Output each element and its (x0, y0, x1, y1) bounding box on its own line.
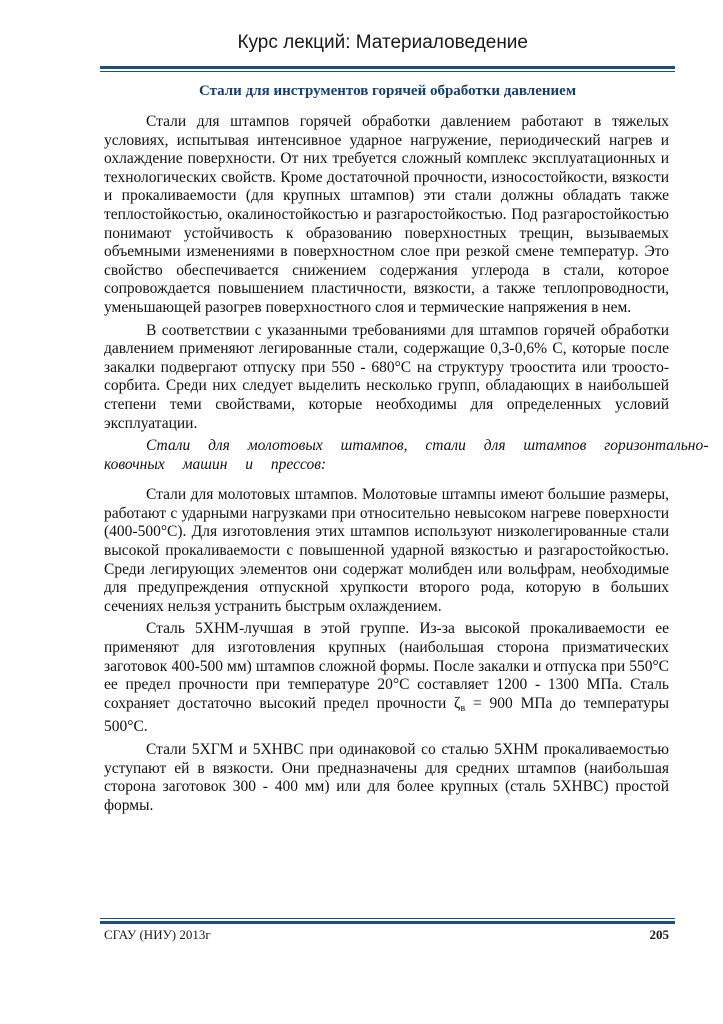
body-text (104, 113, 709, 819)
section-title: Стали для инструментов горячей обработки давлением (198, 83, 577, 99)
header-rule-thin (100, 71, 675, 72)
header-rule (100, 66, 675, 69)
subscript: в (460, 702, 466, 714)
footer-institution: СГАУ (НИУ) 2013г (104, 927, 211, 942)
paragraph: В соответствии с указанными требованиями для штампов горячей обработки давлением применяют легированные стали, содержащие 0,3-0,6% С, которые после закалки подвергают отпуску при 550 - 680°С на структуру троостита или троосто-сорбита. Среди них следует выделить несколько групп, обладающих в наибольшей степени теми свойствами, которые необходимы для определенных условий эксплуатации. (104, 321, 669, 432)
page-number: 205 (649, 927, 669, 942)
paragraph: Стали 5ХГМ и 5ХНВС при одинаковой со сталью 5ХНМ прокаливаемостью уступают ей в вязкости. Они предназначены для средних штампов (наибольшая сторона заготовок 300 - 400 мм) или для более крупных (сталь 5ХНВС) простой формы. (104, 741, 669, 814)
paragraph: Стали для молотовых штампов. Молотовые штампы имеют большие размеры, работают с ударными нагрузками при относительно невысоком нагреве поверхности (400-500°С). Для изготовления этих штампов используют низколегированные стали высокой прокаливаемости с повышенной ударной вязкостью и разгаростойкостью. Среди легирующих элементов они содержат молибден или вольфрам, необходимые для предупреждения отпускной хрупкости второго рода, которую в больших сечениях нельзя устранить быстрым охлаждением. (104, 486, 669, 615)
footer-rule (100, 921, 675, 924)
footer-rule-thin (100, 918, 675, 919)
paragraph: Стали для штампов горячей обработки давлением работают в тяжелых условиях, испытывая интенсивное ударное нагружение, периодический нагрев и охлаждение поверхности. От них требуется сложный комплекс эксплуатационных и технологических свойств. Кроме достаточной прочности, износостойкости, вязкости и прокаливаемости (для крупных штампов) эти стали должны обладать также теплостойкостью, окалиностойкостью и разгаростойкостью. Под разгаростойкостью понимают устойчивость к образованию поверхностных трещин, вызываемых объемными изменениями в поверхностном слое при резкой смене температур. Это свойство обеспечивается снижением содержания углерода в стали, которое сопровождается повышением пластичности, вязкости, а также теплопроводности, уменьшающей разогрев поверхностного слоя и термические напряжения в нем. (104, 113, 669, 316)
paragraph: Сталь 5ХНМ-лучшая в этой группе. Из-за высокой прокаливаемости ее применяют для изготовления крупных (наибольшая сторона призматических заготовок 400-500 мм) штампов сложной формы. После закалки и отпуска при 550°С ее предел прочности при температуре 20°С составляет 1200 - 1300 МПа. Сталь сохраняет достаточно высокий предел прочности $\zeta_в = 900$ МПа до температуры 500°С. (104, 620, 669, 736)
subheading: Стали для молотовых штампов, стали для штампов горизонтально-ковочных машин и прессов: (104, 437, 709, 473)
running-header: Курс лекций: Материаловедение (237, 32, 528, 53)
